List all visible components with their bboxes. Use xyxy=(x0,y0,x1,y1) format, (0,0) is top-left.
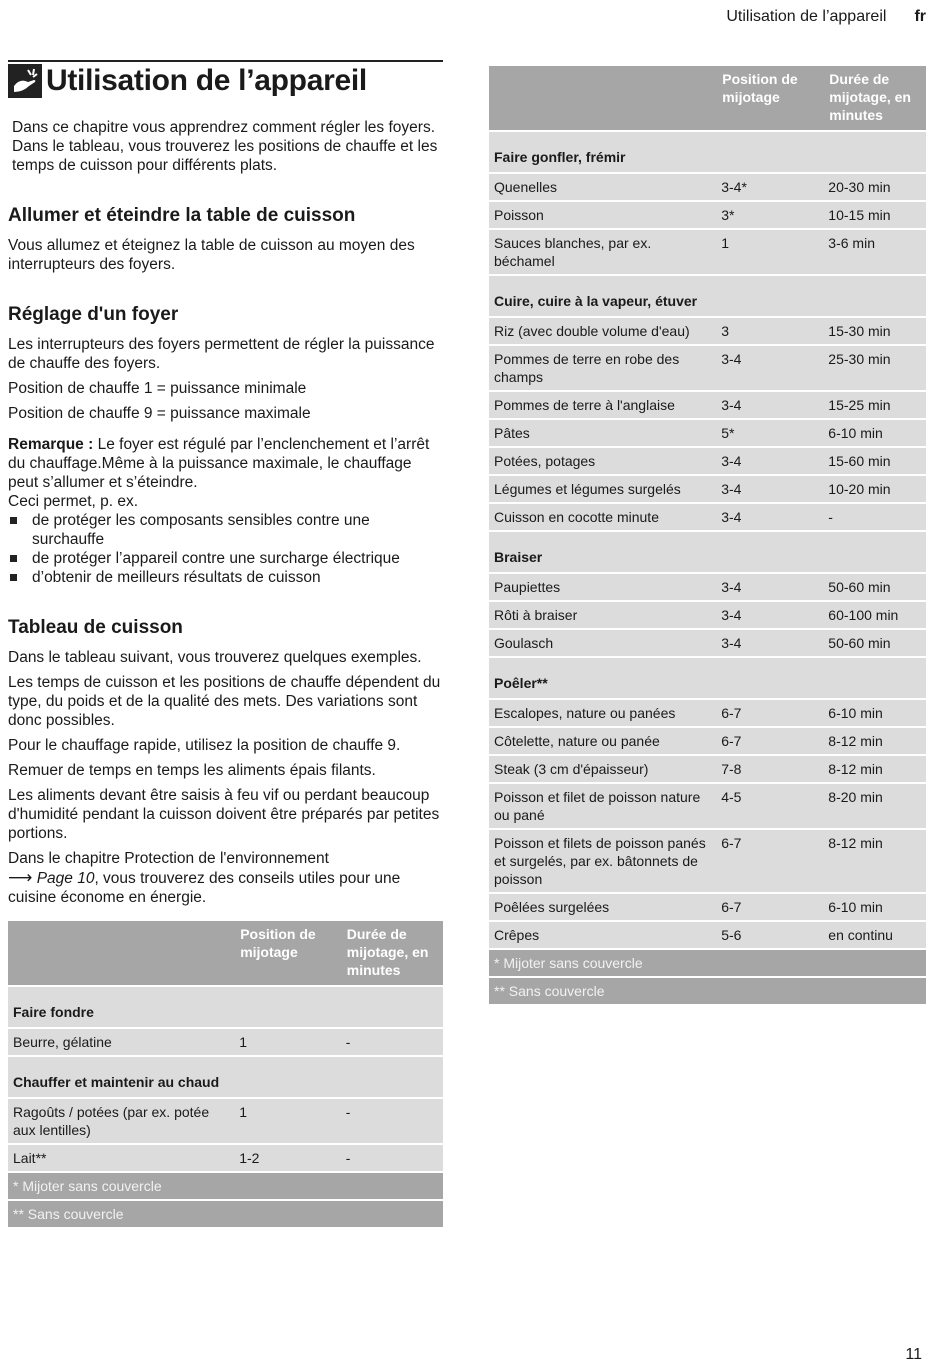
list-item: de protéger les composants sensibles contre une surchauffe xyxy=(8,511,443,549)
cell-item: Beurre, gélatine xyxy=(8,1029,234,1055)
chapter-title: Utilisation de l’appareil xyxy=(46,64,367,97)
cell-position: 3-4 xyxy=(716,574,823,600)
table-row xyxy=(489,602,926,628)
cell-position: 3-4 xyxy=(716,630,823,656)
page-reference-link[interactable]: Page 10 xyxy=(36,870,95,887)
bullet-square-icon xyxy=(10,555,17,562)
cell-duree: 20-30 min xyxy=(823,174,926,200)
cell-duree: 6-10 min xyxy=(823,420,926,446)
cell-item: Côtelette, nature ou panée xyxy=(489,728,716,754)
cell-duree: - xyxy=(341,1099,443,1143)
cell-duree: 15-30 min xyxy=(823,318,926,344)
cell-position: 1-2 xyxy=(234,1145,341,1171)
cell-position: 5* xyxy=(716,420,823,446)
cell-item: Crêpes xyxy=(489,922,716,948)
table-row xyxy=(489,830,926,892)
cell-position: 3-4 xyxy=(716,392,823,418)
cell-duree: 15-25 min xyxy=(823,392,926,418)
table-row xyxy=(489,784,926,828)
table-row xyxy=(489,174,926,200)
col-header-position: Position de mijotage xyxy=(234,921,341,985)
table-row xyxy=(489,894,926,920)
cell-item: Goulasch xyxy=(489,630,716,656)
cell-duree: 8-12 min xyxy=(823,756,926,782)
table-category-row xyxy=(8,987,443,1027)
cell-item: Quenelles xyxy=(489,174,716,200)
table-category-row xyxy=(8,1057,443,1097)
cell-duree: 10-15 min xyxy=(823,202,926,228)
table-row xyxy=(489,728,926,754)
cell-duree: - xyxy=(341,1145,443,1171)
section-heading-table: Tableau de cuisson xyxy=(8,617,183,638)
note-line: Ceci permet, p. ex. xyxy=(8,493,139,510)
hand-cooktop-icon xyxy=(8,64,42,98)
table-footnote-row xyxy=(489,978,926,1004)
table-row xyxy=(489,420,926,446)
table-row xyxy=(8,1099,443,1143)
category-label: Faire gonfler, frémir xyxy=(489,132,926,172)
cell-duree: - xyxy=(341,1029,443,1055)
cell-item: Pommes de terre à l'anglaise xyxy=(489,392,716,418)
cell-item: Poisson et filet de poisson nature ou pané xyxy=(489,784,716,828)
section-text-on-off: Vous allumez et éteignez la table de cuisson au moyen des interrupteurs des foyers. xyxy=(8,237,415,273)
table-row xyxy=(489,392,926,418)
cell-item: Paupiettes xyxy=(489,574,716,600)
cell-position: 7-8 xyxy=(716,756,823,782)
cooking-table-right xyxy=(489,64,926,1006)
footnote-text: * Mijoter sans couvercle xyxy=(489,950,926,976)
cell-item: Potées, potages xyxy=(489,448,716,474)
cell-position: 3-4 xyxy=(716,476,823,502)
cell-item: Steak (3 cm d'épaisseur) xyxy=(489,756,716,782)
table-footnote-row xyxy=(8,1173,443,1199)
running-header-section: Utilisation de l’appareil xyxy=(726,8,887,25)
cell-item: Ragoûts / potées (par ex. potée aux lentilles) xyxy=(8,1099,234,1143)
cell-item: Rôti à braiser xyxy=(489,602,716,628)
setting-text-1: Les interrupteurs des foyers permettent de régler la puissance de chauffe des foyers. xyxy=(8,336,435,372)
table-text-1: Dans le tableau suivant, vous trouverez quelques exemples. xyxy=(8,649,422,666)
cell-item: Cuisson en cocotte minute xyxy=(489,504,716,530)
col-header-position: Position de mijotage xyxy=(716,66,823,130)
cell-position: 3-4 xyxy=(716,346,823,390)
table-row xyxy=(489,700,926,726)
page-number: 11 xyxy=(905,1346,922,1363)
footnote-text: ** Sans couvercle xyxy=(489,978,926,1004)
cell-item: Poisson et filets de poisson panés et surgelés, par ex. bâtonnets de poisson xyxy=(489,830,716,892)
cell-item: Légumes et légumes surgelés xyxy=(489,476,716,502)
category-label: Faire fondre xyxy=(8,987,443,1027)
cell-position: 4-5 xyxy=(716,784,823,828)
cell-item: Escalopes, nature ou panées xyxy=(489,700,716,726)
cell-duree: 15-60 min xyxy=(823,448,926,474)
cell-duree: 8-12 min xyxy=(823,728,926,754)
cell-item: Sauces blanches, par ex. béchamel xyxy=(489,230,716,274)
cell-duree: 3-6 min xyxy=(823,230,926,274)
cell-duree: 6-10 min xyxy=(823,700,926,726)
table-row xyxy=(489,574,926,600)
category-label: Poêler** xyxy=(489,658,926,698)
table-row xyxy=(489,448,926,474)
cell-item: Pommes de terre en robe des champs xyxy=(489,346,716,390)
table-footnote-row xyxy=(8,1201,443,1227)
table-row xyxy=(489,504,926,530)
table-row xyxy=(489,476,926,502)
running-header xyxy=(726,8,926,26)
cell-duree: 8-12 min xyxy=(823,830,926,892)
table-row xyxy=(489,630,926,656)
cell-position: 3-4 xyxy=(716,602,823,628)
category-label: Chauffer et maintenir au chaud xyxy=(8,1057,443,1097)
cell-duree: en continu xyxy=(823,922,926,948)
cell-position: 3* xyxy=(716,202,823,228)
table-text-2: Les temps de cuisson et les positions de chauffe dépendent du type, du poids et de la qualité des mets. Des variations sont donc possibles. xyxy=(8,674,441,729)
bullet-square-icon xyxy=(10,517,17,524)
list-item: de protéger l’appareil contre une surcharge électrique xyxy=(8,549,443,568)
col-header-duree: Durée de mijotage, en minutes xyxy=(823,66,926,130)
setting-text-2: Position de chauffe 1 = puissance minimale xyxy=(8,380,307,397)
right-column xyxy=(489,66,926,1006)
table-row xyxy=(489,756,926,782)
cell-position: 5-6 xyxy=(716,922,823,948)
cell-item: Pâtes xyxy=(489,420,716,446)
cell-duree: 10-20 min xyxy=(823,476,926,502)
footnote-text: ** Sans couvercle xyxy=(8,1201,443,1227)
cell-duree: 60-100 min xyxy=(823,602,926,628)
cooking-table-left xyxy=(8,919,443,1229)
bullet-square-icon xyxy=(10,574,17,581)
cell-item: Riz (avec double volume d'eau) xyxy=(489,318,716,344)
cell-position: 1 xyxy=(234,1099,341,1143)
list-item: d’obtenir de meilleurs résultats de cuisson xyxy=(8,568,443,587)
table-text-4: Remuer de temps en temps les aliments épais filants. xyxy=(8,762,376,779)
table-row xyxy=(8,1029,443,1055)
table-category-row xyxy=(489,276,926,316)
intro-text: Dans ce chapitre vous apprendrez comment régler les foyers. Dans le tableau, vous trouverez les positions de chauffe et les temps de cuisson pour différents plats. xyxy=(12,119,438,174)
table-row xyxy=(489,318,926,344)
cell-duree: - xyxy=(823,504,926,530)
cell-position: 3 xyxy=(716,318,823,344)
table-row xyxy=(489,230,926,274)
cell-position: 3-4 xyxy=(716,504,823,530)
table-row xyxy=(489,202,926,228)
table-text-3: Pour le chauffage rapide, utilisez la position de chauffe 9. xyxy=(8,737,401,754)
note-paragraph xyxy=(8,435,443,492)
section-heading-on-off: Allumer et éteindre la table de cuisson xyxy=(8,205,356,226)
cell-position: 1 xyxy=(716,230,823,274)
table-category-row xyxy=(489,132,926,172)
cell-position: 6-7 xyxy=(716,700,823,726)
cell-position: 3-4 xyxy=(716,448,823,474)
setting-text-3: Position de chauffe 9 = puissance maximale xyxy=(8,405,311,422)
table-row xyxy=(489,346,926,390)
col-header-duree: Durée de mijotage, en minutes xyxy=(341,921,443,985)
cell-position: 3-4* xyxy=(716,174,823,200)
footnote-text: * Mijoter sans couvercle xyxy=(8,1173,443,1199)
table-text-6: Dans le chapitre Protection de l'environnement ⟶ Page 10, vous trouverez des conseils utiles pour une cuisine économe en énergie. xyxy=(8,850,401,906)
cell-position: 1 xyxy=(234,1029,341,1055)
cell-duree: 8-20 min xyxy=(823,784,926,828)
arrow-right-icon: ⟶ xyxy=(8,868,33,887)
category-label: Cuire, cuire à la vapeur, étuver xyxy=(489,276,926,316)
table-row xyxy=(489,922,926,948)
note-text: Le foyer est régulé par l’enclenchement et l’arrêt du chauffage.Même à la puissance maximale, le chauffage peut s’allumer et s’éteindre. xyxy=(8,436,430,491)
left-column xyxy=(8,60,443,1229)
cell-duree: 6-10 min xyxy=(823,894,926,920)
table-text-5: Les aliments devant être saisis à feu vif ou perdant beaucoup d'humidité pendant la cuisson doivent être préparés par petites portions. xyxy=(8,787,440,842)
cell-item: Lait** xyxy=(8,1145,234,1171)
table-header-row xyxy=(489,66,926,130)
cell-duree: 50-60 min xyxy=(823,574,926,600)
table-category-row xyxy=(489,532,926,572)
cell-duree: 50-60 min xyxy=(823,630,926,656)
section-heading-setting: Réglage d'un foyer xyxy=(8,304,179,325)
cell-item: Poêlées surgelées xyxy=(489,894,716,920)
bullet-list xyxy=(8,511,443,587)
language-tag: fr xyxy=(914,8,926,25)
table-row xyxy=(8,1145,443,1171)
table-footnote-row xyxy=(489,950,926,976)
category-label: Braiser xyxy=(489,532,926,572)
cell-duree: 25-30 min xyxy=(823,346,926,390)
cell-position: 6-7 xyxy=(716,728,823,754)
table-header-row xyxy=(8,921,443,985)
cell-position: 6-7 xyxy=(716,830,823,892)
cell-position: 6-7 xyxy=(716,894,823,920)
note-label: Remarque : xyxy=(8,436,94,453)
cell-item: Poisson xyxy=(489,202,716,228)
table-category-row xyxy=(489,658,926,698)
chapter-title-block xyxy=(8,60,443,98)
